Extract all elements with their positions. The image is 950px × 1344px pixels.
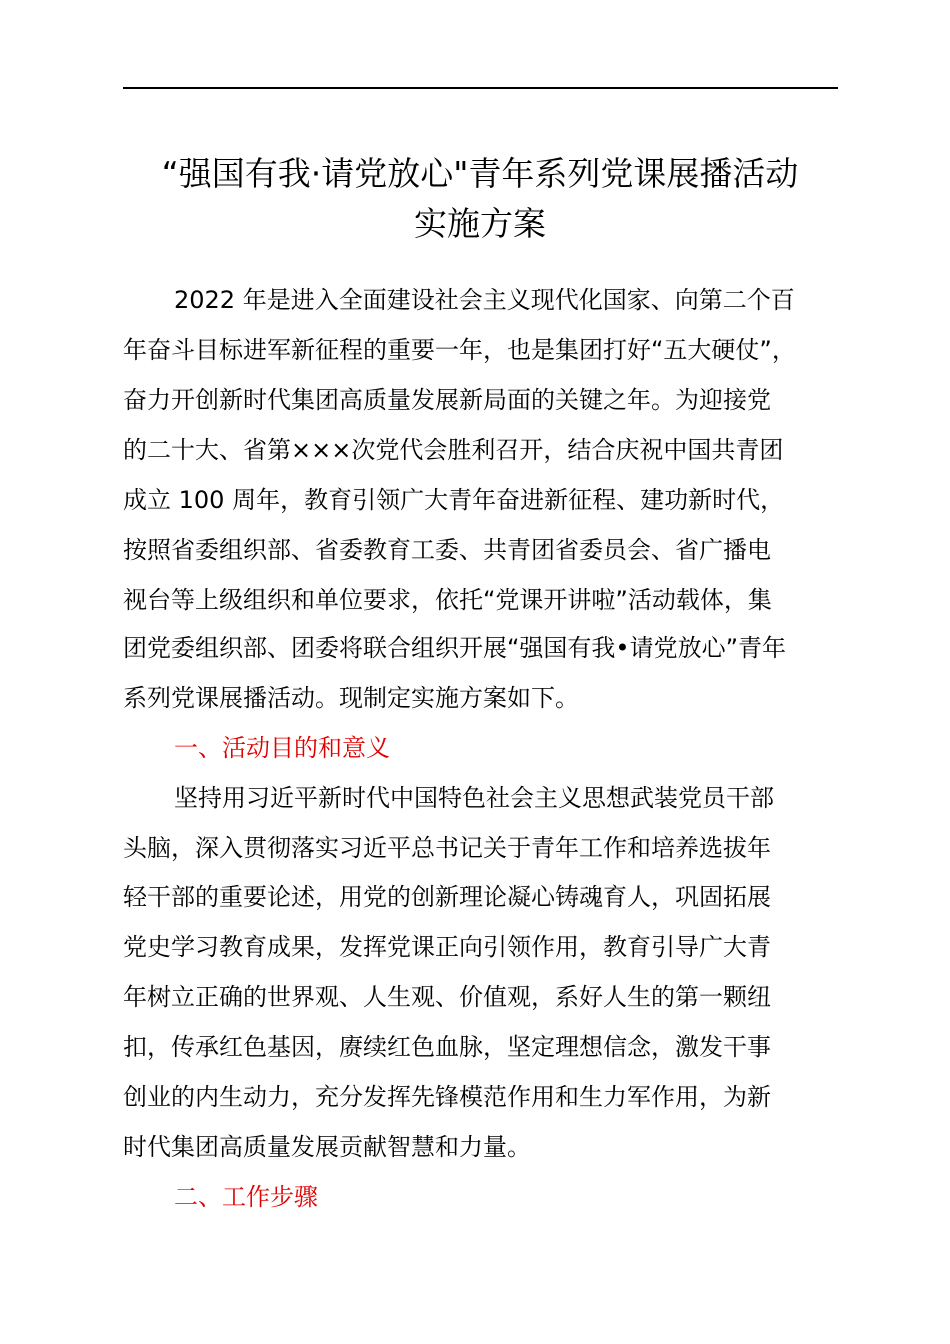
- paragraph-line: 扣，传承红色基因，赓续红色血脉，坚定理想信念，激发干事: [123, 1033, 771, 1061]
- paragraph-line: 头脑，深入贯彻落实习近平总书记关于青年工作和培养选拔年: [123, 834, 771, 862]
- paragraph-line: 团党委组织部、团委将联合组织开展“强国有我•请党放心”青年: [123, 634, 787, 662]
- paragraph-line: 党史学习教育成果，发挥党课正向引领作用，教育引导广大青: [123, 933, 771, 961]
- paragraph-line: 视台等上级组织和单位要求，依托“党课开讲啦”活动载体，集: [123, 586, 772, 614]
- paragraph-line: 2022 年是进入全面建设社会主义现代化国家、向第二个百: [174, 286, 795, 314]
- paragraph-line: 创业的内生动力，充分发挥先锋模范作用和生力军作用，为新: [123, 1083, 771, 1111]
- paragraph-line: 按照省委组织部、省委教育工委、共青团省委员会、省广播电: [123, 536, 771, 564]
- header-rule: [123, 87, 838, 89]
- paragraph-line: 奋力开创新时代集团高质量发展新局面的关键之年。为迎接党: [123, 386, 771, 414]
- paragraph-line: 的二十大、省第×××次党代会胜利召开，结合庆祝中国共青团: [123, 436, 784, 464]
- paragraph-line: 时代集团高质量发展贡献智慧和力量。: [123, 1133, 531, 1161]
- document-title-line-1: “强国有我·请党放心"青年系列党课展播活动: [161, 154, 799, 193]
- document-title-line-2: 实施方案: [414, 204, 546, 243]
- paragraph-line: 年树立正确的世界观、人生观、价值观，系好人生的第一颗纽: [123, 983, 771, 1011]
- paragraph-line: 成立 100 周年，教育引领广大青年奋进新征程、建功新时代，: [123, 486, 785, 514]
- section-heading-1: 一、活动目的和意义: [174, 734, 390, 762]
- paragraph-line: 系列党课展播活动。现制定实施方案如下。: [123, 684, 579, 712]
- paragraph-line: 轻干部的重要论述，用党的创新理论凝心铸魂育人，巩固拓展: [123, 883, 771, 911]
- section-heading-2: 二、工作步骤: [174, 1183, 318, 1211]
- paragraph-line: 坚持用习近平新时代中国特色社会主义思想武装党员干部: [174, 784, 774, 812]
- paragraph-line: 年奋斗目标进军新征程的重要一年，也是集团打好“五大硬仗”，: [123, 336, 796, 364]
